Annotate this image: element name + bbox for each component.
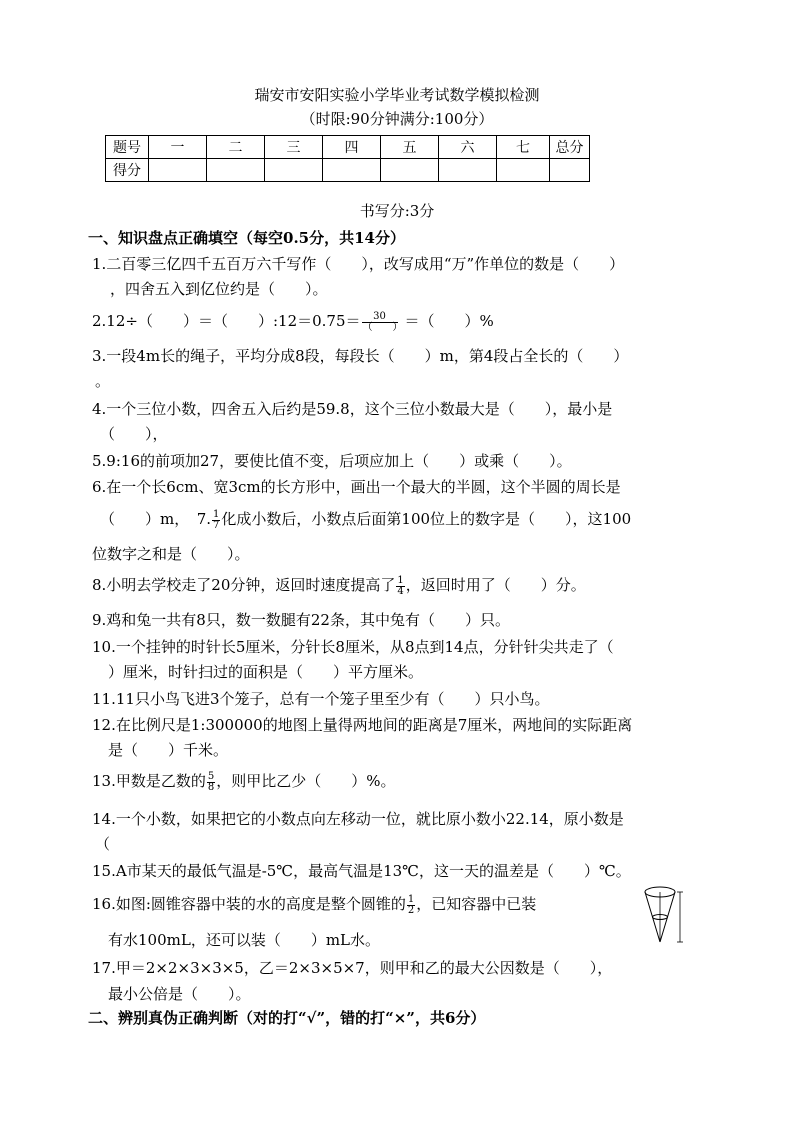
question-13 [92, 770, 396, 793]
fraction-denominator: 8 [207, 781, 215, 793]
question-15: 15.A市某天的最低气温是-5℃，最高气温是13℃，这一天的温差是（ ）℃。 [92, 862, 631, 880]
question-5: 5.9:16的前项加27，要使比值不变，后项应加上（ ）或乘（ ）。 [92, 452, 572, 470]
question-6-7-text: （ ）m， 7. [100, 510, 212, 528]
exam-subtitle: （时限:90分钟满分:100分） [300, 110, 494, 128]
section-2-title: 二、辨别真伪正确判断（对的打“√”，错的打“×”，共6分） [88, 1009, 486, 1027]
question-3-cont: 。 [95, 372, 111, 390]
fraction [362, 312, 404, 333]
fraction-numerator: 30 [362, 312, 398, 323]
score-cell: 七 [497, 136, 550, 159]
fraction [396, 576, 404, 597]
question-1: 1.二百零三亿四千五百万六千写作（ ），改写成用“万”作单位的数是（ ） [92, 255, 625, 273]
fraction [407, 895, 415, 916]
question-17-cont: 最小公倍是（ ）。 [108, 985, 251, 1003]
score-table-score-row [106, 159, 590, 182]
exam-title: 瑞安市安阳实验小学毕业考试数学模拟检测 [254, 86, 540, 104]
question-13-text: 13.甲数是乙数的 [92, 772, 206, 790]
question-17: 17.甲＝2×2×3×3×5，乙＝2×3×5×7，则甲和乙的最大公因数是（ ）， [92, 959, 613, 977]
question-12: 12.在比例尺是1:300000的地图上量得两地间的距离是7厘米，两地间的实际距离 [92, 716, 633, 734]
score-input-cell[interactable] [381, 159, 439, 182]
question-9: 9.鸡和兔一共有8只，数一数腿有22条，其中兔有（ ）只。 [92, 611, 510, 629]
question-6-7 [100, 508, 631, 531]
section-1-title: 一、知识盘点正确填空（每空0.5分，共14分） [88, 229, 405, 247]
fraction-numerator: 1 [407, 893, 415, 905]
question-7-cont: 位数字之和是（ ）。 [92, 545, 250, 563]
score-input-cell[interactable] [550, 159, 590, 182]
question-8-text-end: ，返回时用了（ ）分。 [405, 576, 586, 594]
score-input-cell[interactable] [497, 159, 550, 182]
score-input-cell[interactable] [439, 159, 497, 182]
score-cell: 一 [149, 136, 207, 159]
score-cell: 五 [381, 136, 439, 159]
question-6-7-text-end: 化成小数后，小数点后面第100位上的数字是（ ），这100 [221, 510, 632, 528]
question-16-text: 16.如图:圆锥容器中装的水的高度是整个圆锥的 [92, 895, 406, 913]
score-cell: 四 [323, 136, 381, 159]
question-16-cont: 有水100mL，还可以装（ ）mL水。 [108, 931, 381, 949]
question-13-text-end: ，则甲比乙少（ ）%。 [216, 772, 396, 790]
question-1-cont: ，四舍五入到亿位约是（ ）。 [110, 280, 328, 298]
fraction [212, 510, 220, 531]
score-cell: 题号 [106, 136, 149, 159]
question-14-cont: （ [95, 835, 111, 853]
question-16-text-end: ，已知容器中已装 [416, 895, 537, 913]
handwriting-score: 书写分:3分 [359, 202, 435, 220]
fraction-denominator: （ ） [362, 321, 403, 333]
fraction-numerator: 5 [207, 770, 215, 782]
cone-container-icon [640, 884, 686, 946]
score-input-cell[interactable] [265, 159, 323, 182]
question-2 [92, 310, 494, 333]
question-2-text-end: ＝（ ）% [404, 312, 494, 330]
fraction-numerator: 1 [213, 508, 220, 520]
question-10: 10.一个挂钟的时针长5厘米，分针长8厘米，从8点到14点，分针针尖共走了（ [92, 638, 614, 656]
score-cell: 三 [265, 136, 323, 159]
question-2-text: 2.12÷（ ）＝（ ）:12＝0.75＝ [92, 312, 361, 330]
question-16 [92, 893, 536, 916]
question-4-cont: （ ）， [100, 425, 168, 443]
question-14: 14.一个小数，如果把它的小数点向左移动一位，就比原小数小22.14，原小数是 [92, 810, 624, 828]
question-11: 11.11只小鸟飞进3个笼子，总有一个笼子里至少有（ ）只小鸟。 [92, 690, 550, 708]
question-3: 3.一段4m长的绳子，平均分成8段，每段长（ ）m，第4段占全长的（ ） [92, 347, 629, 365]
fraction [207, 772, 215, 793]
score-input-cell[interactable] [323, 159, 381, 182]
score-cell: 六 [439, 136, 497, 159]
score-cell: 二 [207, 136, 265, 159]
question-12-cont: 是（ ）千米。 [108, 741, 229, 759]
score-cell: 得分 [106, 159, 149, 182]
score-input-cell[interactable] [207, 159, 265, 182]
fraction-denominator: 2 [407, 904, 415, 916]
question-6: 6.在一个长6cm、宽3cm的长方形中，画出一个最大的半圆，这个半圆的周长是 [92, 478, 621, 496]
fraction-denominator: 4 [397, 585, 404, 597]
fraction-numerator: 1 [397, 574, 404, 586]
question-10-cont: ）厘米，时针扫过的面积是（ ）平方厘米。 [108, 663, 424, 681]
score-table [105, 135, 590, 182]
score-input-cell[interactable] [149, 159, 207, 182]
question-8 [92, 574, 586, 597]
question-4: 4.一个三位小数，四舍五入后约是59.8，这个三位小数最大是（ ），最小是 [92, 400, 613, 418]
fraction-denominator: 7 [213, 519, 220, 531]
score-cell: 总分 [550, 136, 590, 159]
question-8-text: 8.小明去学校走了20分钟，返回时速度提高了 [92, 576, 396, 594]
score-table-header-row [106, 136, 590, 159]
